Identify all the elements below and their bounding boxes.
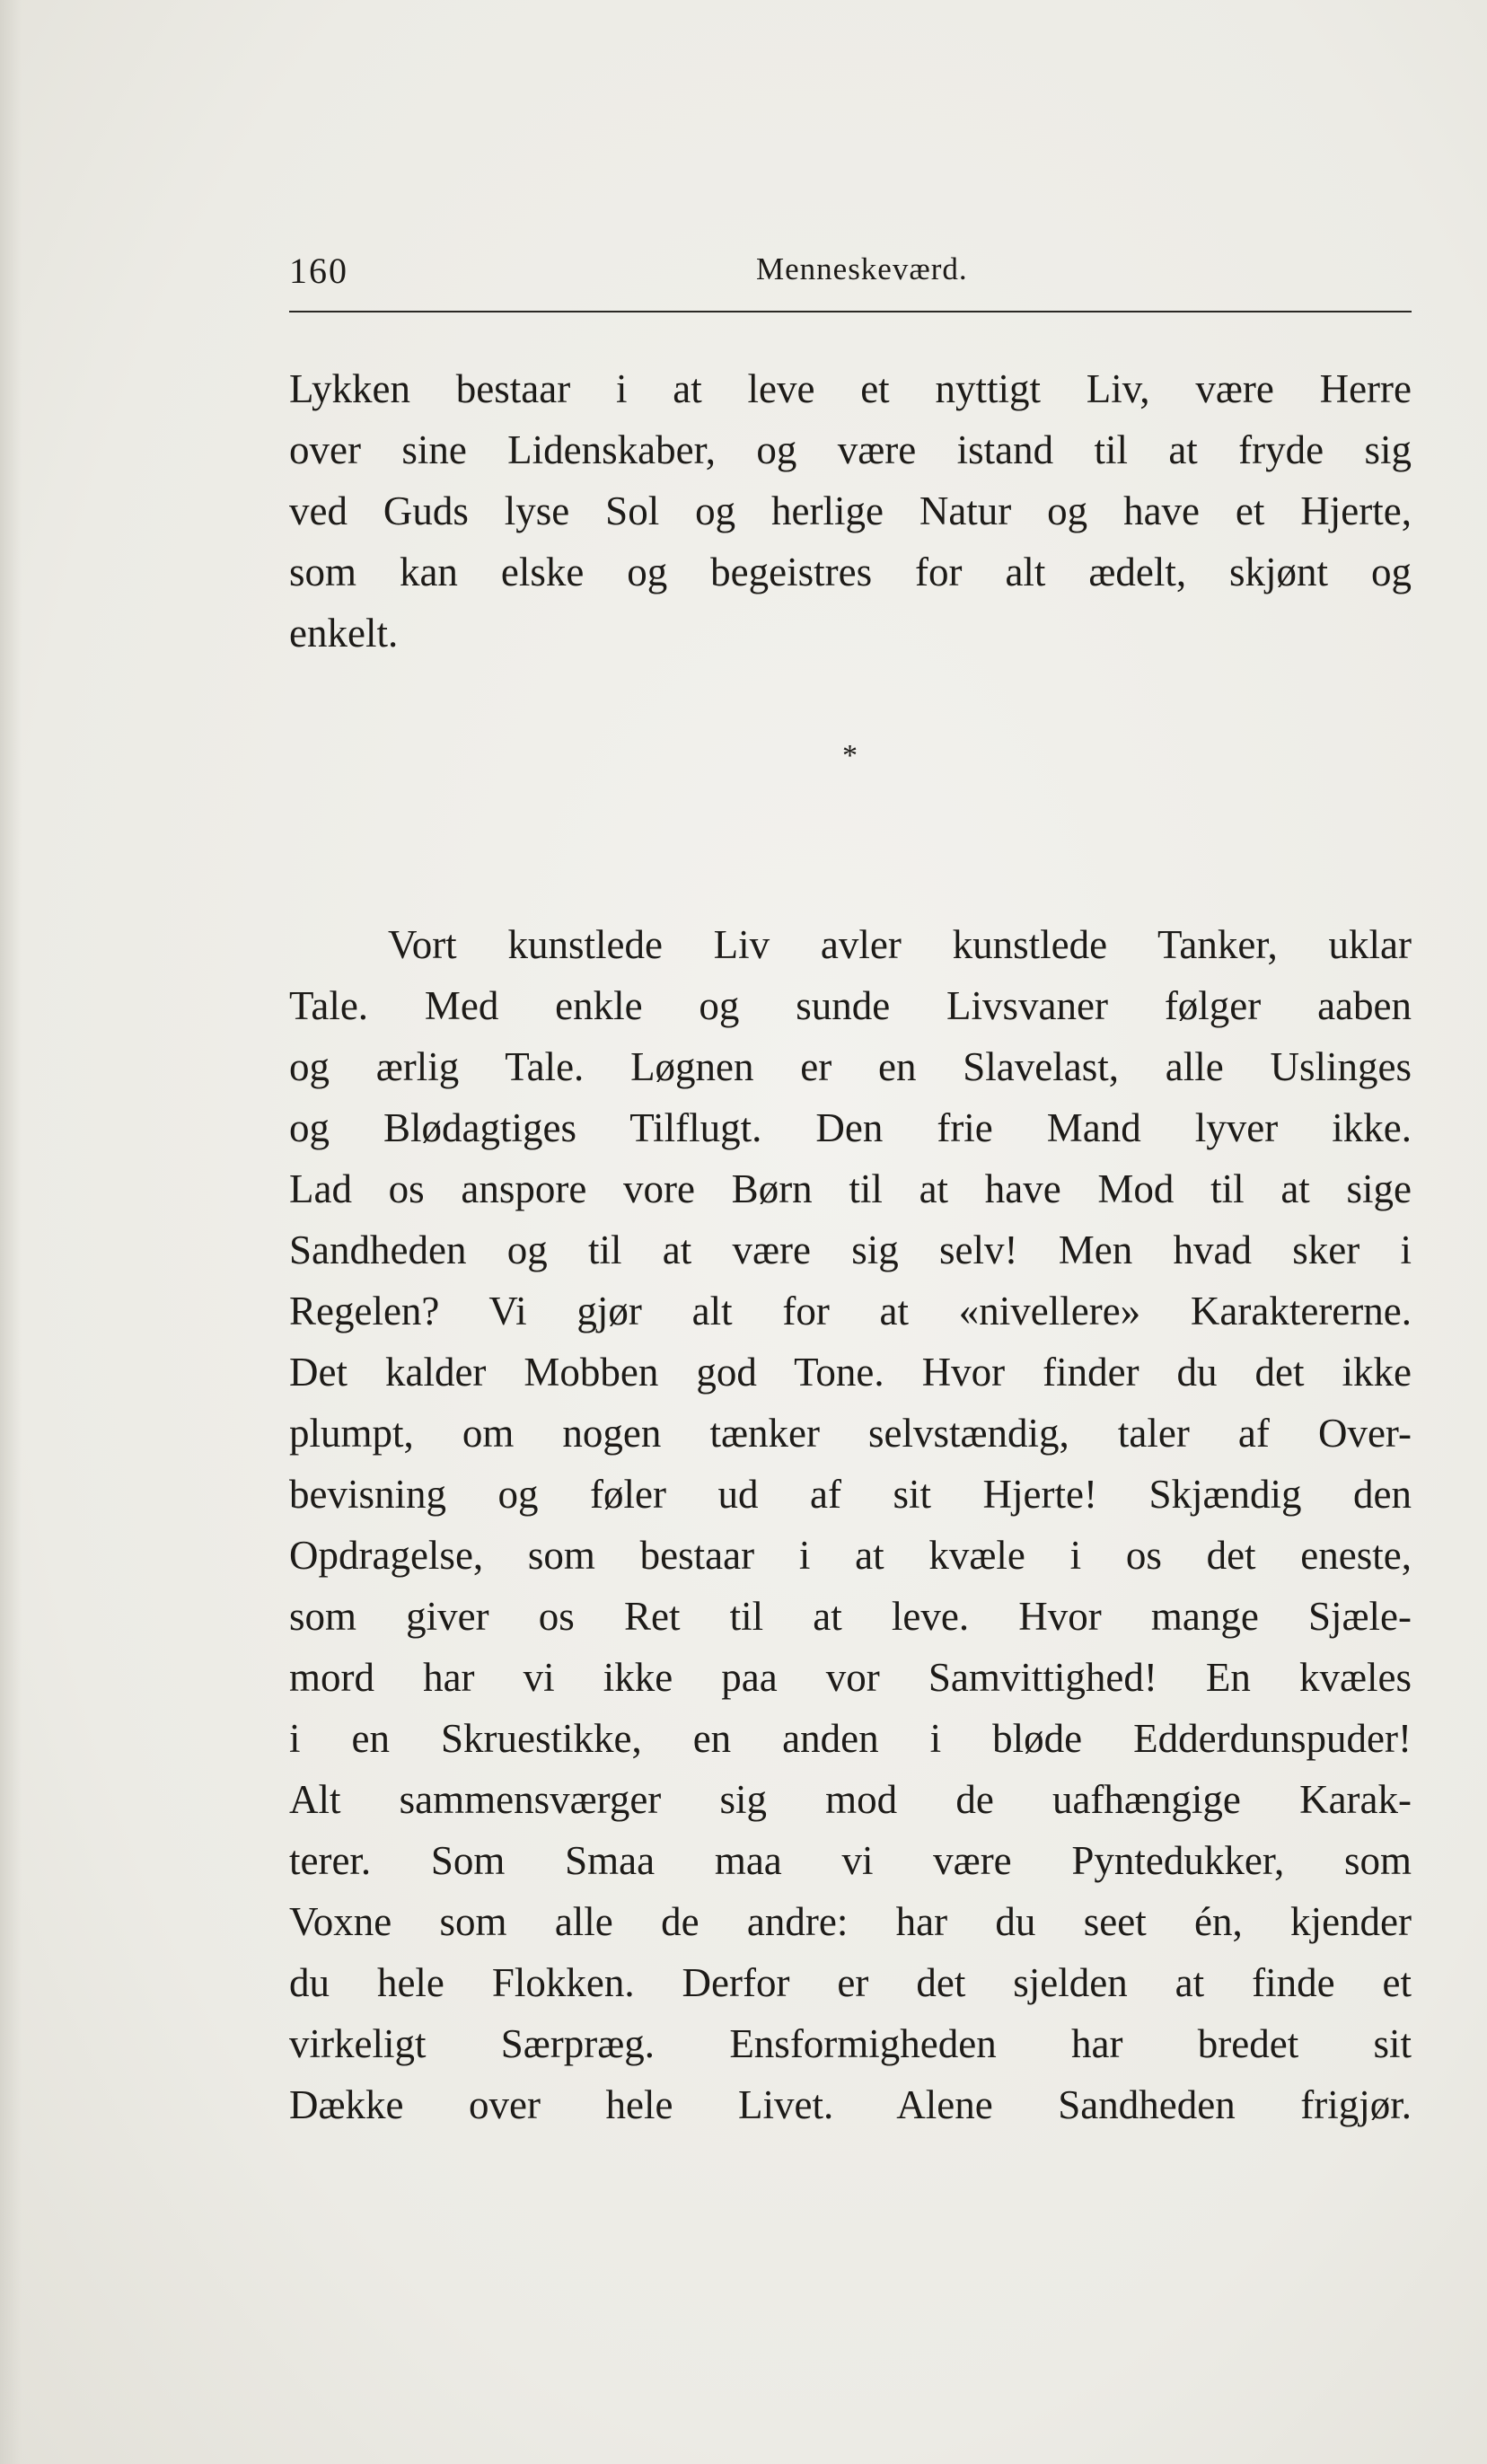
text-line: Tale. Med enkle og sunde Livsvaner følger aaben	[289, 983, 1412, 1028]
text-line: Det kalder Mobben god Tone. Hvor finder du det ikke	[289, 1350, 1412, 1395]
text-line: plumpt, om nogen tænker selvstændig, taler af Over-	[289, 1411, 1412, 1456]
text-line: bevisning og føler ud af sit Hjerte! Skjændig den	[289, 1472, 1412, 1517]
text-line: Regelen? Vi gjør alt for at «nivellere» Karaktererne.	[289, 1289, 1412, 1333]
text-line: mord har vi ikke paa vor Samvittighed! En kvæles	[289, 1655, 1412, 1700]
text-line: Sandheden og til at være sig selv! Men hvad sker i	[289, 1228, 1412, 1272]
text-line: som kan elske og begeistres for alt ædelt, skjønt og	[289, 550, 1412, 594]
text-line: i en Skruestikke, en anden i bløde Edderdunspuder!	[289, 1716, 1412, 1761]
text-line: Vort kunstlede Liv avler kunstlede Tanker, uklar	[388, 922, 1412, 967]
text-line: Alt sammensværger sig mod de uafhængige Karak-	[289, 1777, 1412, 1822]
running-title: Menneskeværd.	[756, 251, 968, 286]
text-line: enkelt.	[289, 611, 399, 656]
text-line: og ærlig Tale. Løgnen er en Slavelast, alle Uslinges	[289, 1044, 1412, 1089]
text-line: Lad os anspore vore Børn til at have Mod til at sige	[289, 1166, 1412, 1211]
text-line: du hele Flokken. Derfor er det sjelden at finde et	[289, 1960, 1412, 2005]
text-line: virkeligt Særpræg. Ensformigheden har bredet sit	[289, 2021, 1412, 2066]
text-line: ved Guds lyse Sol og herlige Natur og have et Hjerte,	[289, 488, 1412, 533]
page-header	[289, 250, 1412, 312]
page-number: 160	[289, 251, 348, 291]
text-line: terer. Som Smaa maa vi være Pyntedukker, som	[289, 1838, 1412, 1883]
text-line: over sine Lidenskaber, og være istand til at fryde sig	[289, 427, 1412, 472]
text-line: som giver os Ret til at leve. Hvor mange Sjæle-	[289, 1594, 1412, 1639]
text-line: Opdragelse, som bestaar i at kvæle i os det eneste,	[289, 1533, 1412, 1578]
text-line: og Blødagtiges Tilflugt. Den frie Mand lyver ikke.	[289, 1105, 1412, 1150]
page-edge-shadow	[0, 0, 22, 2464]
text-line: Voxne som alle de andre: har du seet én, kjender	[289, 1899, 1412, 1944]
text-line: Lykken bestaar i at leve et nyttigt Liv, være Herre	[289, 366, 1412, 411]
text-line: Dække over hele Livet. Alene Sandheden frigjør.	[289, 2082, 1412, 2127]
section-separator: *	[842, 739, 858, 772]
